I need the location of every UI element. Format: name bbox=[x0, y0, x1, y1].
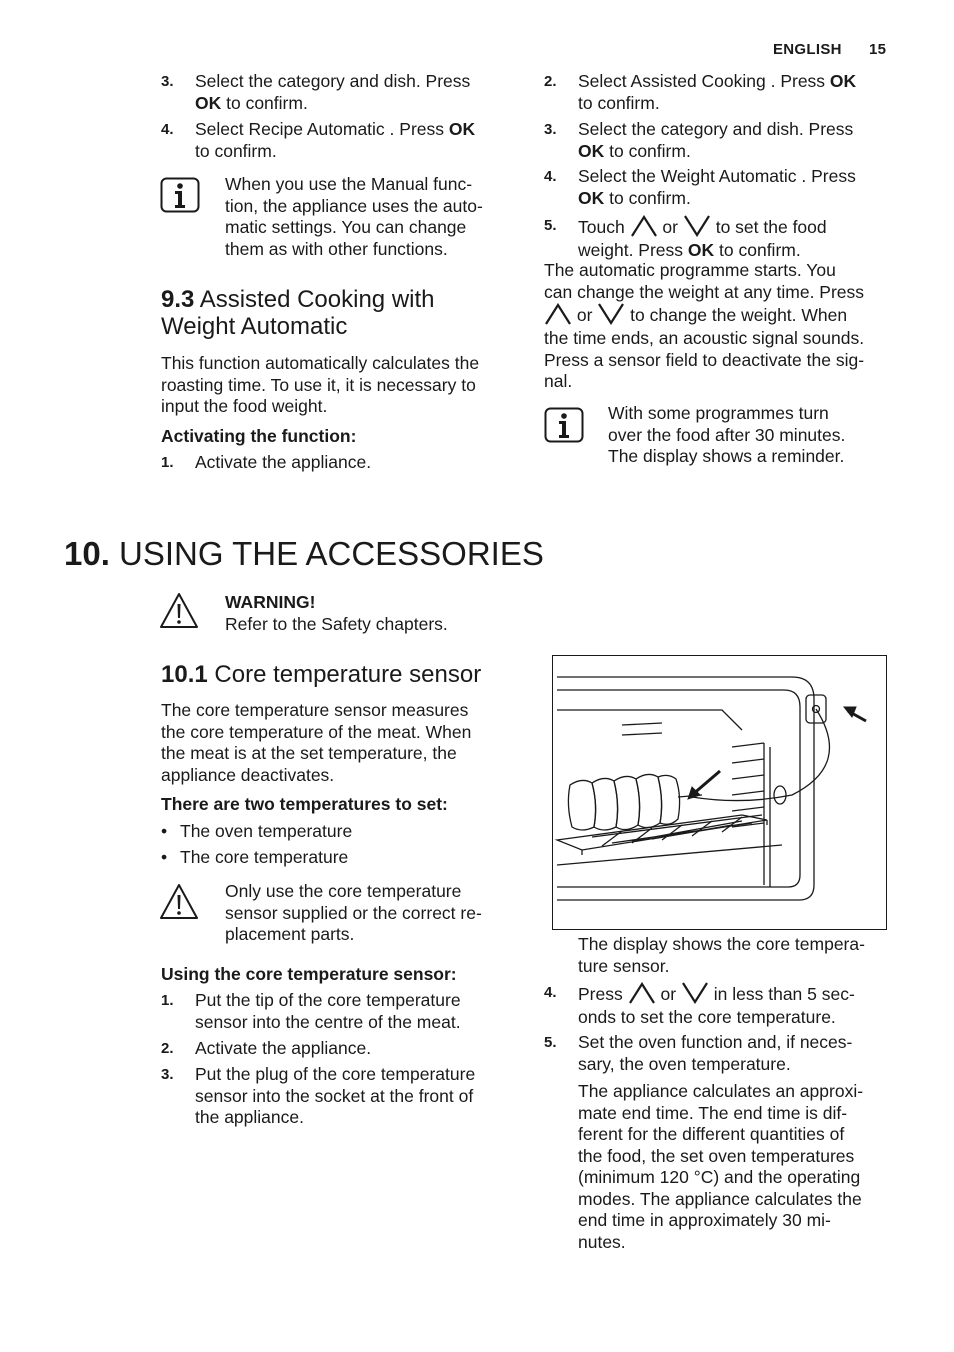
list-item bbox=[544, 119, 904, 163]
paragraph bbox=[544, 260, 904, 393]
bullet-dot: • bbox=[161, 821, 168, 841]
list-item bbox=[161, 119, 521, 163]
down-arrow-icon bbox=[683, 215, 711, 237]
section-number: 10.1 bbox=[161, 661, 208, 688]
down-arrow-icon bbox=[597, 303, 625, 325]
ok-key: OK bbox=[195, 92, 222, 113]
step-text: sary, the oven temperature. bbox=[578, 1053, 791, 1074]
section-intro bbox=[161, 700, 531, 786]
paragraph-line: appliance deactivates. bbox=[161, 764, 335, 785]
list-item bbox=[544, 166, 904, 210]
info-note bbox=[225, 174, 525, 260]
chapter-title: USING THE ACCESSORIES bbox=[119, 535, 544, 572]
paragraph-line: This function automatically calculates the bbox=[161, 353, 480, 373]
step-text: to confirm. bbox=[578, 92, 660, 113]
ok-key: OK bbox=[687, 240, 715, 260]
step-text: to confirm. bbox=[714, 240, 801, 260]
step-text: to set the food bbox=[710, 217, 827, 237]
warning-text: Refer to the Safety chapters. bbox=[225, 613, 448, 634]
section-heading-10-1 bbox=[161, 661, 541, 688]
step-text: Touch bbox=[578, 217, 630, 237]
step-text: Put the tip of the core temperature bbox=[195, 990, 461, 1010]
step-number: 4. bbox=[544, 168, 557, 185]
ok-key: OK bbox=[578, 187, 605, 208]
list-item bbox=[544, 215, 904, 261]
paragraph-line bbox=[544, 303, 904, 328]
paragraph-line: The display shows the core tempera- bbox=[578, 934, 865, 954]
step-text: to confirm. bbox=[221, 92, 308, 113]
paragraph-line: modes. The appliance calculates the bbox=[578, 1188, 862, 1209]
note-line: sensor supplied or the correct re- bbox=[225, 902, 482, 923]
step-number: 3. bbox=[161, 73, 174, 90]
oven-core-sensor-illustration bbox=[552, 655, 887, 930]
paragraph-line: roasting time. To use it, it is necessary to bbox=[161, 374, 476, 395]
paragraph-line: the time ends, an acoustic signal sounds. bbox=[544, 328, 865, 348]
note-line: tion, the appliance uses the auto- bbox=[225, 195, 483, 216]
paragraph-line: the food, the set oven temperatures bbox=[578, 1145, 855, 1166]
paragraph-line: Press a sensor field to deactivate the sig- bbox=[544, 349, 865, 370]
step-text: to confirm. bbox=[604, 187, 691, 208]
step-text: weight. Press bbox=[578, 240, 688, 260]
paragraph-line: ture sensor. bbox=[578, 955, 670, 976]
step-number: 3. bbox=[161, 1066, 174, 1083]
note-line: Only use the core temperature bbox=[225, 881, 462, 901]
paragraph-line: input the food weight. bbox=[161, 396, 328, 416]
header-language: ENGLISH bbox=[773, 41, 842, 58]
info-icon bbox=[160, 177, 200, 213]
paragraph bbox=[578, 1081, 908, 1253]
paragraph-line: mate end time. The end time is dif- bbox=[578, 1102, 848, 1123]
info-icon bbox=[544, 407, 584, 443]
paragraph-line: the meat is at the set temperature, the bbox=[161, 743, 457, 763]
paragraph-text: or bbox=[572, 305, 598, 325]
step-number: 1. bbox=[161, 454, 174, 471]
paragraph-line: (minimum 120 °C) and the operating bbox=[578, 1167, 861, 1187]
sub-heading: Activating the function: bbox=[161, 426, 357, 446]
step-text: the appliance. bbox=[195, 1107, 304, 1127]
note-line: them as with other functions. bbox=[225, 238, 448, 259]
sub-heading: Using the core temperature sensor: bbox=[161, 964, 457, 984]
up-arrow-icon bbox=[628, 982, 656, 1004]
note-line: placement parts. bbox=[225, 924, 355, 944]
warning-icon bbox=[159, 883, 199, 921]
chapter-number: 10. bbox=[64, 535, 110, 572]
step-number: 3. bbox=[544, 121, 557, 138]
step-number: 4. bbox=[544, 984, 557, 1001]
warning-block bbox=[225, 592, 545, 635]
step-text: onds to set the core temperature. bbox=[578, 1007, 836, 1027]
step-text: Select Recipe Automatic . Press bbox=[195, 119, 449, 139]
section-title: Assisted Cooking with bbox=[199, 286, 435, 313]
up-arrow-icon bbox=[630, 215, 658, 237]
step-text: Activate the appliance. bbox=[195, 1038, 372, 1058]
step-text: Select the category and dish. Press bbox=[578, 119, 854, 139]
section-intro bbox=[161, 353, 531, 418]
paragraph-line: end time in approximately 30 mi- bbox=[578, 1210, 831, 1230]
paragraph-text: to change the weight. When bbox=[625, 305, 848, 325]
note-line: The display shows a reminder. bbox=[608, 446, 845, 466]
note-line: matic settings. You can change bbox=[225, 217, 467, 237]
step-text: Select the category and dish. Press bbox=[195, 71, 471, 91]
step-text: Activate the appliance. bbox=[195, 452, 372, 472]
paragraph-line: nutes. bbox=[578, 1231, 626, 1252]
list-item bbox=[161, 1064, 531, 1130]
paragraph-line: The core temperature sensor measures bbox=[161, 700, 469, 720]
step-number: 1. bbox=[161, 992, 174, 1009]
note-line: over the food after 30 minutes. bbox=[608, 424, 846, 445]
step-text: Press bbox=[578, 984, 628, 1004]
section-heading-9-3 bbox=[161, 286, 531, 340]
paragraph-line: The appliance calculates an approxi- bbox=[578, 1081, 864, 1101]
list-item bbox=[544, 982, 904, 1028]
step-number: 5. bbox=[544, 1034, 557, 1051]
bullet-dot: • bbox=[161, 847, 168, 867]
list-item bbox=[161, 847, 349, 869]
step-text: or bbox=[655, 984, 681, 1004]
chapter-heading bbox=[64, 535, 764, 573]
step-text: sensor into the socket at the front of bbox=[195, 1085, 474, 1106]
caution-note bbox=[225, 881, 535, 946]
list-item bbox=[544, 1032, 904, 1076]
sub-heading: There are two temperatures to set: bbox=[161, 794, 448, 814]
step-number: 2. bbox=[544, 73, 557, 90]
note-line: When you use the Manual func- bbox=[225, 174, 473, 194]
note-line: With some programmes turn bbox=[608, 403, 829, 423]
ok-key: OK bbox=[578, 140, 605, 161]
list-item bbox=[161, 990, 531, 1034]
bullet-text: The oven temperature bbox=[180, 821, 353, 841]
paragraph-line: can change the weight at any time. Press bbox=[544, 281, 865, 302]
ok-key: OK bbox=[448, 119, 476, 139]
section-title: Core temperature sensor bbox=[214, 661, 482, 688]
list-item bbox=[544, 71, 904, 115]
list-item bbox=[161, 71, 521, 115]
warning-icon bbox=[159, 592, 199, 630]
bullet-text: The core temperature bbox=[180, 847, 349, 867]
info-note bbox=[608, 403, 908, 468]
list-item bbox=[161, 452, 521, 474]
step-text: or bbox=[657, 217, 683, 237]
ok-key: OK bbox=[829, 71, 857, 91]
down-arrow-icon bbox=[681, 982, 709, 1004]
step-text: Put the plug of the core temperature bbox=[195, 1064, 476, 1084]
step-text: to confirm. bbox=[195, 140, 277, 161]
step-text: in less than 5 sec- bbox=[708, 984, 855, 1004]
paragraph-line: ferent for the different quantities of bbox=[578, 1124, 845, 1144]
up-arrow-icon bbox=[544, 303, 572, 325]
step-text: Set the oven function and, if neces- bbox=[578, 1032, 853, 1052]
section-number: 9.3 bbox=[161, 286, 195, 313]
step-text: Select Assisted Cooking . Press bbox=[578, 71, 830, 91]
step-text: Select the Weight Automatic . Press bbox=[578, 166, 856, 186]
list-item bbox=[161, 1038, 531, 1060]
paragraph-line: the core temperature of the meat. When bbox=[161, 721, 472, 742]
illustration-caption bbox=[578, 934, 908, 977]
list-item bbox=[161, 821, 353, 843]
step-text: sensor into the centre of the meat. bbox=[195, 1011, 461, 1032]
section-title: Weight Automatic bbox=[161, 313, 348, 340]
paragraph-line: The automatic programme starts. You bbox=[544, 260, 836, 280]
warning-title: WARNING! bbox=[225, 592, 316, 612]
paragraph-line: nal. bbox=[544, 371, 573, 391]
step-number: 2. bbox=[161, 1040, 174, 1057]
page-number: 15 bbox=[869, 41, 887, 58]
step-number: 4. bbox=[161, 121, 174, 138]
step-number: 5. bbox=[544, 217, 557, 234]
step-text: to confirm. bbox=[604, 140, 691, 161]
